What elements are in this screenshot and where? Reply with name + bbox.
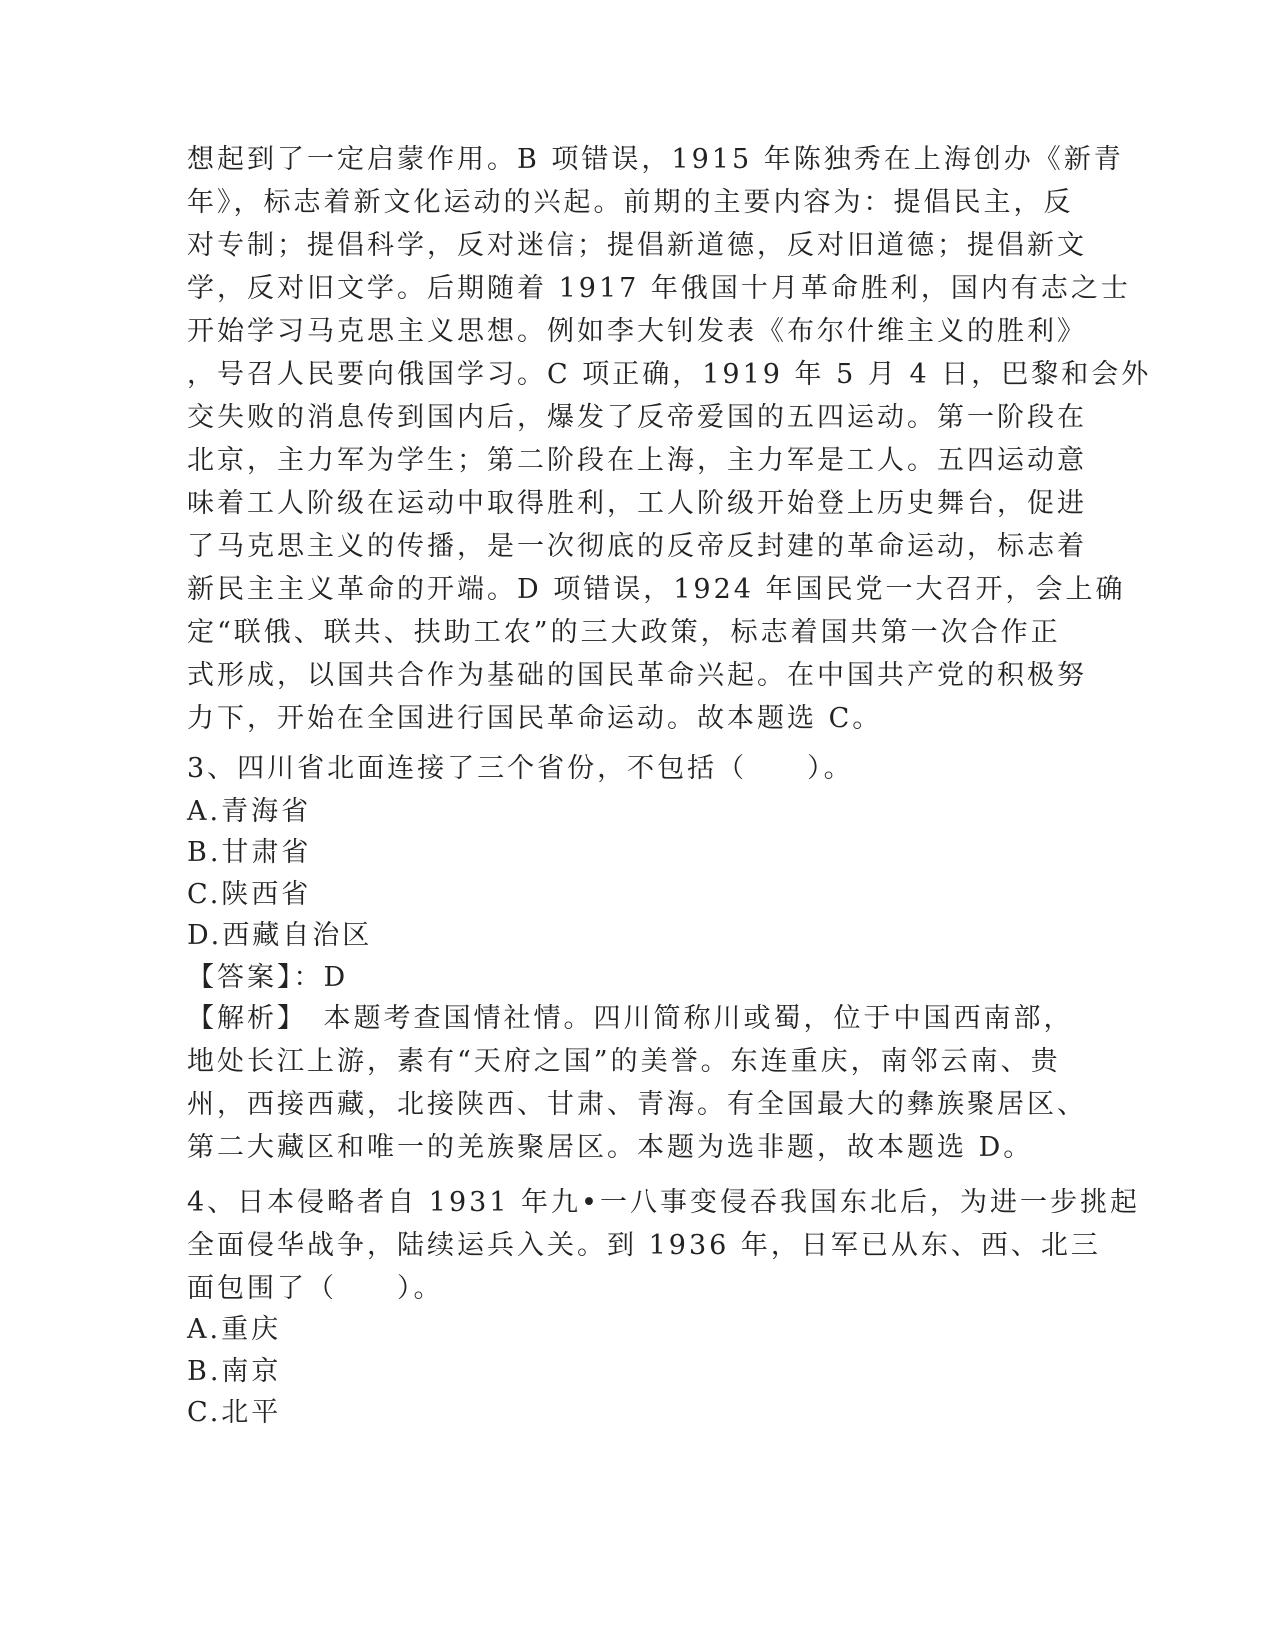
analysis-text: 第二大藏区和唯一的羌族聚居区。本题为选非题，故本题选 D。 <box>187 1132 1034 1163</box>
option-a: A.重庆 <box>187 1314 282 1345</box>
question-stem: 面包围了（ ）。 <box>187 1273 444 1304</box>
analysis-text: 地处长江上游，素有“天府之国”的美誉。东连重庆，南邻云南、贵 <box>187 1046 1061 1077</box>
question-stem: 4、日本侵略者自 1931 年九•一八事变侵吞我国东北后，为进一步挑起 <box>187 1187 1140 1218</box>
question-stem: 3、四川省北面连接了三个省份，不包括（ ）。 <box>187 753 854 784</box>
text-line: 定“联俄、联共、扶助工农”的三大政策，标志着国共第一次合作正 <box>187 617 1061 648</box>
text-line: 式形成，以国共合作为基础的国民革命兴起。在中国共产党的积极努 <box>187 660 1087 691</box>
option-c: C.北平 <box>187 1397 282 1428</box>
text-line: ，号召人民要向俄国学习。C 项正确，1919 年 5 月 4 日，巴黎和会外 <box>187 359 1152 390</box>
text-line: 年》，标志着新文化运动的兴起。前期的主要内容为：提倡民主，反 <box>187 187 1074 218</box>
text-line: 味着工人阶级在运动中取得胜利，工人阶级开始登上历史舞台，促进 <box>187 488 1087 519</box>
text-line: 交失败的消息传到国内后，爆发了反帝爱国的五四运动。第一阶段在 <box>187 402 1087 433</box>
option-c: C.陕西省 <box>187 879 312 910</box>
option-a: A.青海省 <box>187 796 312 827</box>
option-b: B.南京 <box>187 1356 282 1387</box>
text-line: 力下，开始在全国进行国民革命运动。故本题选 C。 <box>187 703 883 734</box>
text-line: 新民主主义革命的开端。D 项错误，1924 年国民党一大召开，会上确 <box>187 574 1126 605</box>
text-line: 学，反对旧文学。后期随着 1917 年俄国十月革命胜利，国内有志之士 <box>187 273 1131 304</box>
text-line: 对专制；提倡科学，反对迷信；提倡新道德，反对旧道德；提倡新文 <box>187 230 1087 261</box>
analysis-text: 州，西接西藏，北接陕西、甘肃、青海。有全国最大的彝族聚居区、 <box>187 1089 1087 1120</box>
option-d: D.西藏自治区 <box>187 920 373 951</box>
text-line: 了马克思主义的传播，是一次彻底的反帝反封建的革命运动，标志着 <box>187 531 1087 562</box>
text-line: 开始学习马克思主义思想。例如李大钊发表《布尔什维主义的胜利》 <box>187 316 1087 347</box>
text-line: 北京，主力军为学生；第二阶段在上海，主力军是工人。五四运动意 <box>187 445 1087 476</box>
text-line: 想起到了一定启蒙作用。B 项错误，1915 年陈独秀在上海创办《新青 <box>187 144 1124 175</box>
question-stem: 全面侵华战争，陆续运兵入关。到 1936 年，日军已从东、西、北三 <box>187 1230 1101 1261</box>
answer-label: 【答案】：D <box>187 962 349 993</box>
option-b: B.甘肃省 <box>187 837 312 868</box>
analysis-text: 【解析】 本题考查国情社情。四川简称川或蜀，位于中国西南部， <box>187 1003 1074 1034</box>
